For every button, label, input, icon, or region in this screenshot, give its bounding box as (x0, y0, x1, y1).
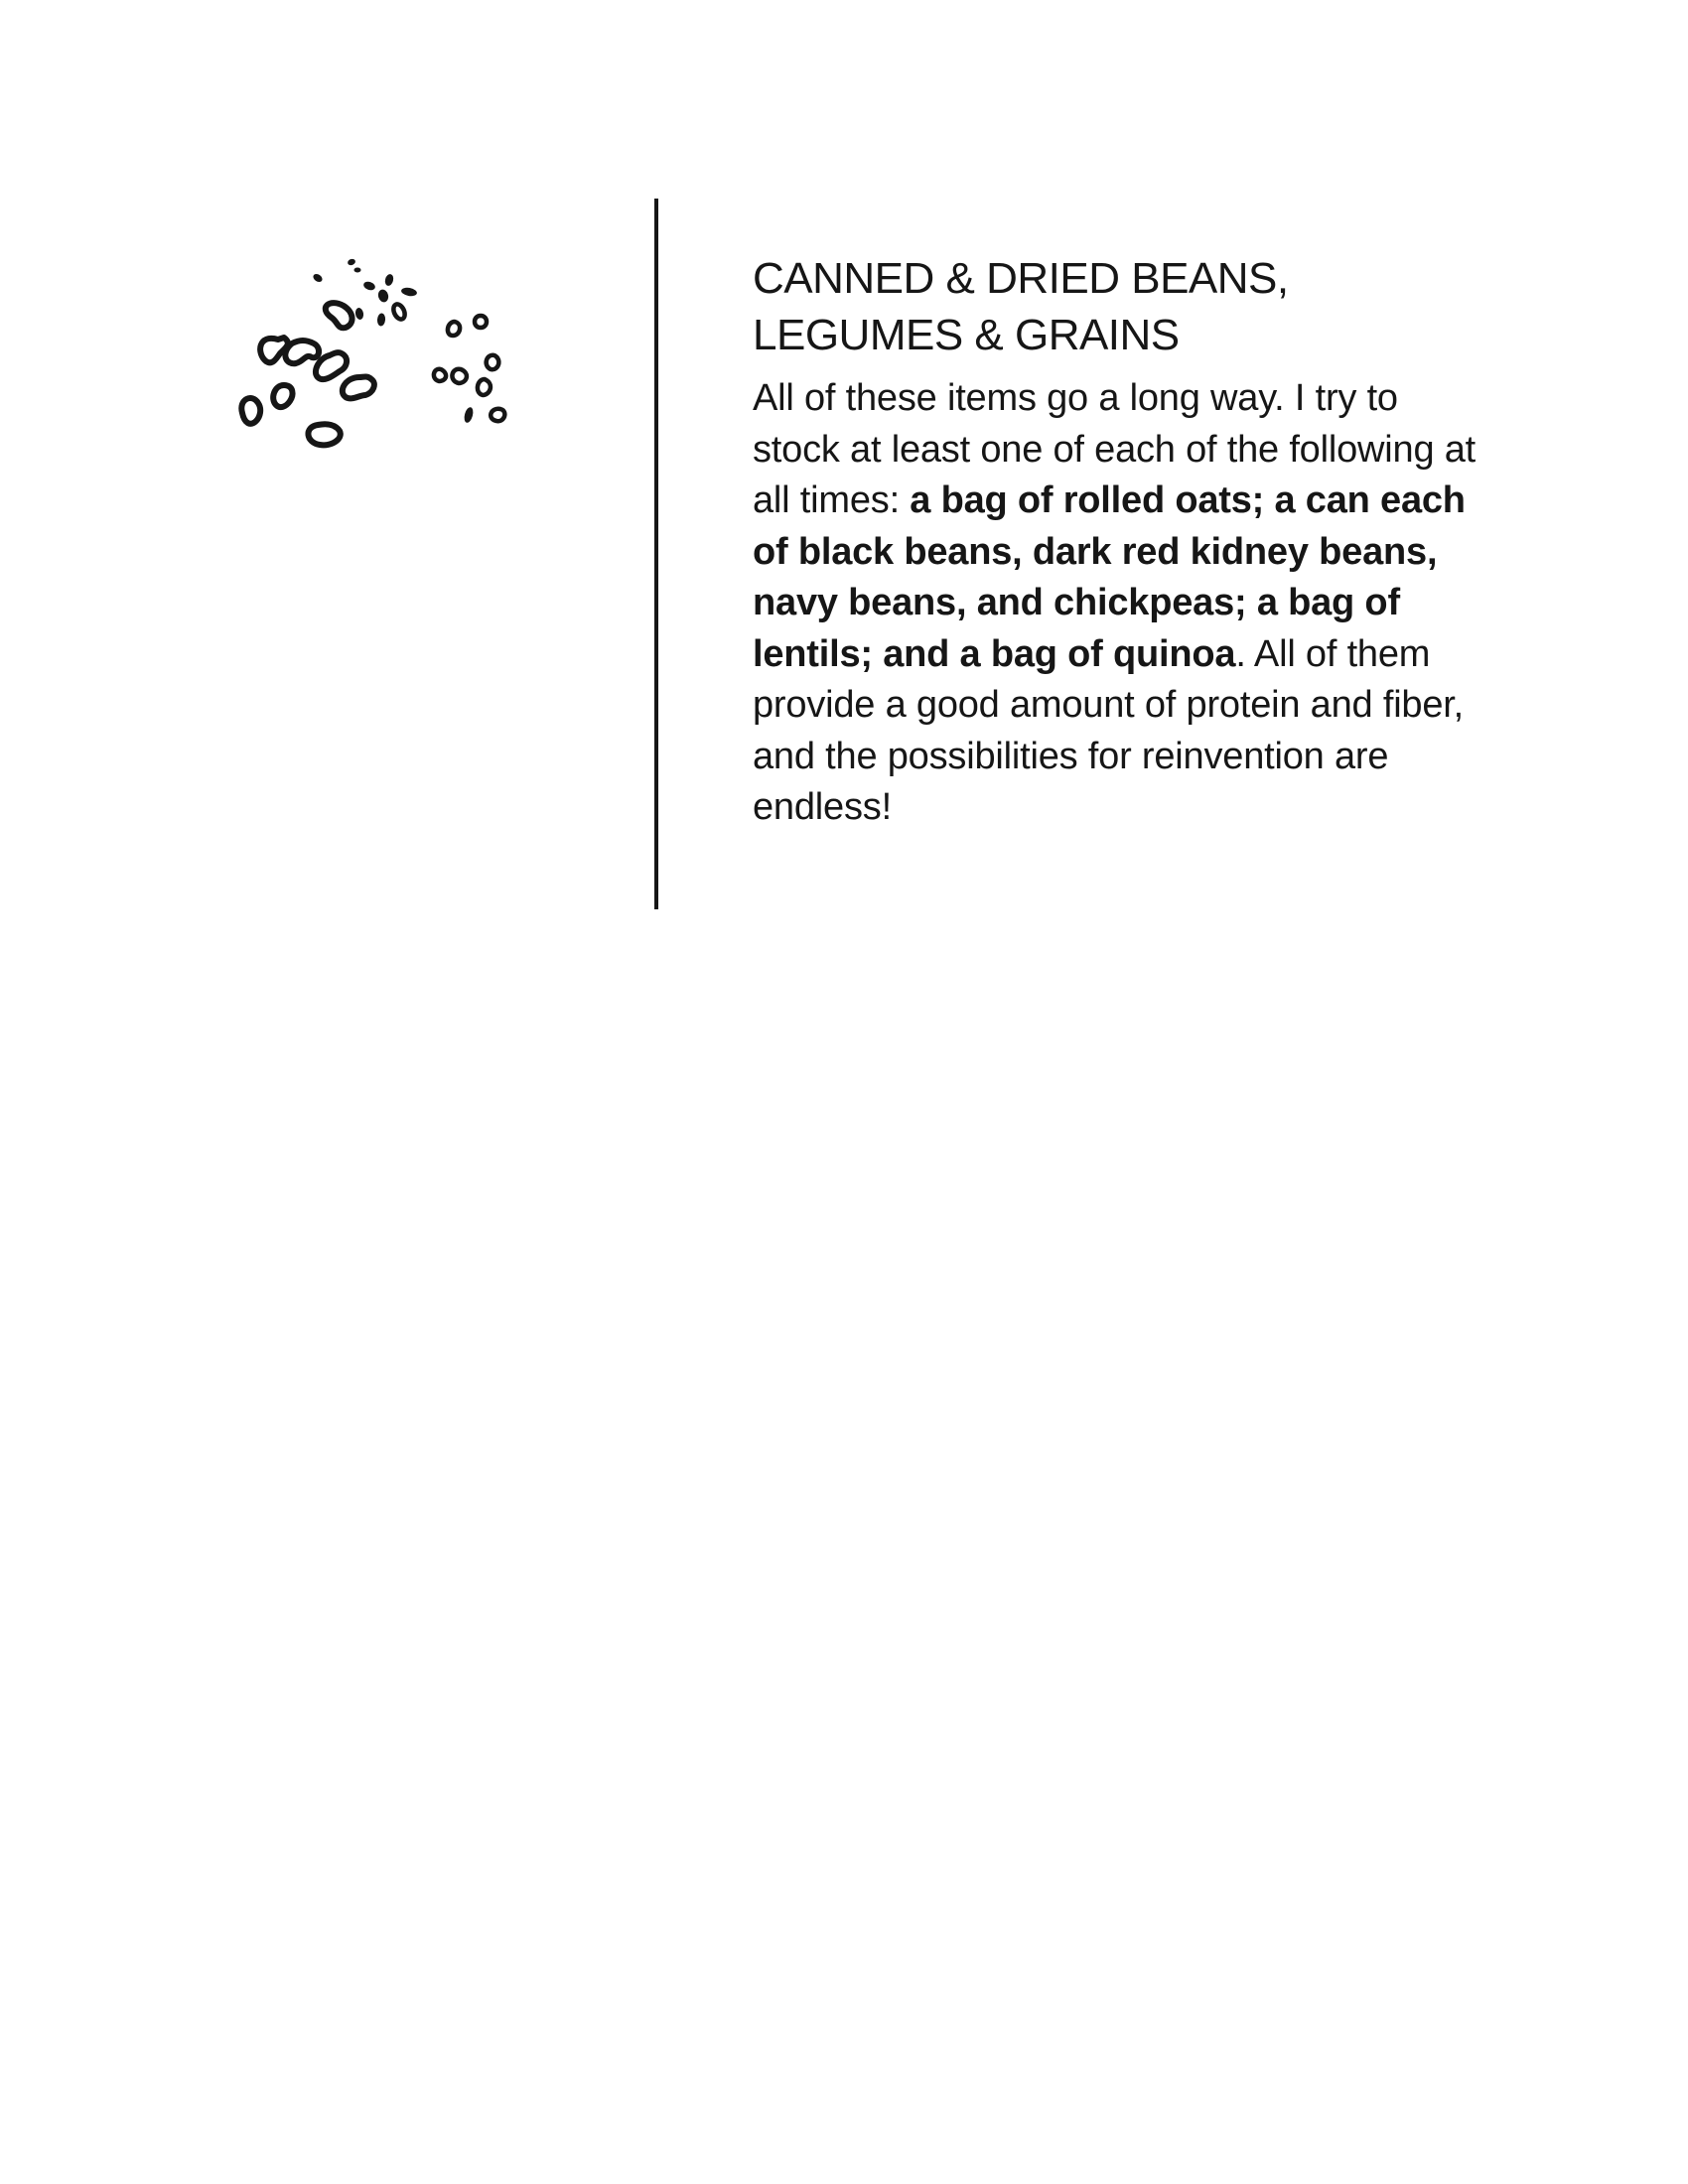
section-body (753, 373, 1487, 834)
body-items-bold: a bag of rolled oats; a can each of black beans, dark red kidney beans, navy beans, and chickpeas; a bag of lentils; and a bag of quinoa (753, 479, 1466, 675)
body-intro: All of these items go a long way. I try to stock at least one of each of the following at all times: (753, 377, 1477, 521)
section-heading (753, 250, 1487, 363)
section-heading-line2: LEGUMES & GRAINS (753, 311, 1180, 359)
vertical-divider (654, 199, 658, 909)
body-outro: . All of them provide a good amount of protein and fiber, and the possibilities for reinvention are endless! (753, 632, 1465, 828)
scattered-beans-icon (234, 236, 578, 455)
section-heading-line1: CANNED & DRIED BEANS, (753, 254, 1289, 303)
section-content (753, 250, 1487, 834)
